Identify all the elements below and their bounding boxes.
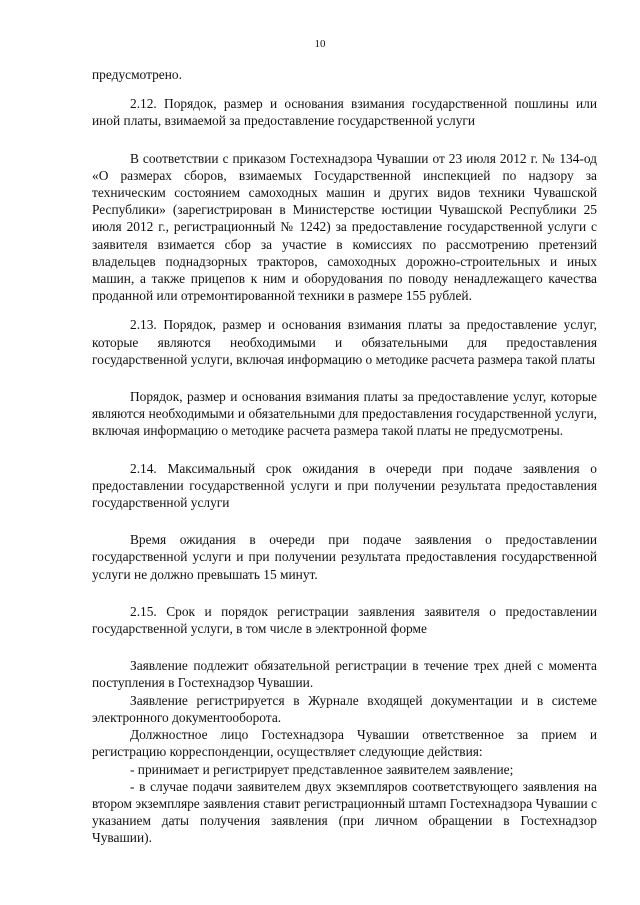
- paragraph-registration-journal: Заявление регистрируется в Журнале входящей документации и в системе электронного документооборота.: [92, 692, 597, 725]
- section-heading-2-12: 2.12. Порядок, размер и основания взимания государственной пошлины или иной платы, взимаемой за предоставление государственной услуги: [92, 96, 597, 129]
- list-item-register: - принимает и регистрирует представленное заявителем заявление;: [130, 761, 514, 777]
- paragraph-official-actions: Должностное лицо Гостехнадзора Чувашии ответственное за прием и регистрацию корреспонденции, осуществляет следующие действия:: [92, 727, 597, 760]
- section-heading-2-14: 2.14. Максимальный срок ожидания в очереди при подаче заявления о предоставлении государственной услуги и при получении результата предоставления государственной услуги: [92, 460, 597, 511]
- list-item-stamp: - в случае подачи заявителем двух экземпляров соответствующего заявления на втором экземпляре заявления ставит регистрационный штамп Гостехнадзора Чувашии с указанием даты получения заявления (при личном обращении в Гостехнадзор Чувашии).: [92, 778, 597, 846]
- page-number: 10: [314, 38, 326, 50]
- paragraph-continuation: предусмотрено.: [92, 67, 182, 82]
- section-heading-2-13: 2.13. Порядок, размер и основания взимания платы за предоставление услуг, которые являются необходимыми и обязательными для предоставления государственной услуги, включая информацию о методике расчета размера такой платы: [92, 317, 597, 367]
- paragraph-fee-order: В соответствии с приказом Гостехнадзора Чувашии от 23 июля 2012 г. № 134-од «О размерах сборов, взимаемых Государственной инспекцией по надзору за техническим состоянием самоходных машин и других видов техники Чувашской Республики» (зарегистрирован в Министерстве юстиции Чувашской Республики 25 июля 2012 г., регистрационный № 1242) за предоставление государственной услуги с заявителя взимается сбор за участие в комиссиях по рассмотрению претензий владельцев поднадзорных тракторов, самоходных дорожно-строительных и иных машин, а также прицепов к ним и оборудования по поводу ненадлежащего качества проданной или отремонтированной техники в размере 155 рублей.: [92, 150, 597, 304]
- paragraph-fee-not-provided: Порядок, размер и основания взимания платы за предоставление услуг, которые являются необходимыми и обязательными для предоставления государственной услуги, включая информацию о методике расчета размера такой платы не предусмотрены.: [92, 389, 597, 439]
- document-body: [92, 66, 597, 847]
- section-heading-2-15: 2.15. Срок и порядок регистрации заявления заявителя о предоставлении государственной услуги, в том числе в электронной форме: [92, 603, 597, 637]
- paragraph-registration-term: Заявление подлежит обязательной регистрации в течение трех дней с момента поступления в Гостехнадзор Чувашии.: [92, 658, 597, 691]
- paragraph-waiting-time: Время ожидания в очереди при подаче заявления о предоставлении государственной услуги и при получении результата предоставления государственной услуги не должно превышать 15 минут.: [92, 532, 597, 582]
